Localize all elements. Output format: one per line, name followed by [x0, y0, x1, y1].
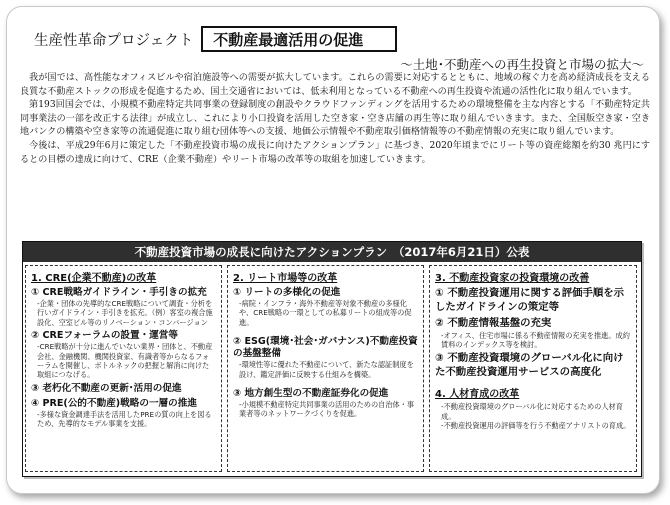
intro-text	[20, 72, 650, 167]
item-title: ① 不動産投資運用に関する評価手順を示したガイドラインの策定等	[435, 287, 625, 313]
item-desc: -オフィス、住宅市場に係る不動産情報の充実を推進。成約賃料のインデックス等を検討。	[441, 330, 630, 349]
intro-paragraph-3: 今後は、平成29年6月に策定した「不動産投資市場の成長に向けたアクションプラン」に基づき、2020年頃までにリート等の資産総額を約30 兆円にするとの目標の達成に向けて、CRE（企業不動産）やリート市場の改革等の取組を加速していきます。	[20, 140, 650, 165]
project-label: 生産性革命プロジェクト	[34, 32, 194, 49]
item-title: ③ 地方創生型の不動産証券化の促進	[233, 388, 389, 400]
section-heading: 2. リート市場等の改革	[233, 273, 338, 284]
section-heading: 1. CRE(企業不動産)の改革	[31, 273, 157, 284]
item-title: ② ESG(環境･社会･ガバナンス)不動産投資の基盤整備	[233, 336, 418, 360]
section-heading: 4. 人材育成の改革	[435, 389, 520, 401]
action-plan-title: 不動産投資市場の成長に向けたアクションプラン （2017年6月21日）公表	[23, 242, 641, 262]
page-title: 不動産最適活用の促進	[201, 26, 397, 52]
note: -不動産投資運用の評価等を行う不動産アナリストの育成。	[441, 421, 631, 431]
item-title: ② CREフォーラムの設置・運営等	[31, 330, 178, 342]
item-desc: -小規模不動産特定共同事業の活用のための自治体・事業者等のネットワークづくりを促進。	[239, 400, 415, 419]
column-reit	[227, 265, 424, 472]
item-title: ③ 不動産投資環境のグローバル化に向けた不動産投資運用サービスの高度化	[435, 352, 624, 378]
subtitle: ～土地･不動産への再生投資と市場の拡大～	[400, 57, 644, 72]
note: -不動産投資環境のグローバル化に対応するための人材育成。	[441, 402, 623, 421]
item-title: ④ PRE(公的不動産)戦略の一層の推進	[31, 397, 197, 409]
item-title: ① CRE戦略ガイドライン・手引きの拡充	[31, 287, 207, 298]
item-desc: -多様な資金調達手法を活用したPREの質の向上を図るため、先導的なモデル事業を支援。	[37, 409, 212, 429]
item-title: ③ 老朽化不動産の更新･活用の促進	[31, 382, 182, 394]
action-plan-box	[22, 241, 642, 477]
intro-paragraph-2: 第193回国会では、小規模不動産特定共同事業の登録制度の創設やクラウドファンディングを活用するための環境整備を主な内容とする「不動産特定共同事業法の一部を改正する法律」が成立し、これにより小口投資を活用した空き家・空き店舗の再生等に取り組んでいきます。また、全国版空き家・空き地バンクの構築や空き家等の流通促進に取り組む団体等への支援、地価公示情報や不動産取引価格情報等の不動産情報の充実に取り組んでいます。	[20, 100, 650, 138]
column-cre	[25, 265, 222, 472]
item-title: ① リートの多様化の促進	[233, 287, 341, 298]
section-heading: 3. 不動産投資家の投資環境の改善	[435, 273, 590, 284]
column-investor	[429, 265, 637, 472]
item-desc: -病院・インフラ・海外不動産等対象不動産の多様化や、CRE戦略の一環としての私募リートの組成等の促進。	[239, 299, 412, 327]
item-desc: -CRE戦略が十分に進んでいない業界・団体と、不動産会社、金融機関、機関投資家、有識者等からなるフォーラムを開催し、ボトルネックの把握と解消に向けた取組につなげる。	[37, 342, 213, 380]
header	[34, 27, 397, 51]
item-desc: -企業・団体の先導的なCRE戦略について調査・分析を行いガイドライン・手引きを拡充。（例）客室の複合施設化、空室ビル等のリノベーション・コンバージョン	[37, 299, 213, 327]
item-title: ② 不動産情報基盤の充実	[435, 317, 552, 329]
item-desc: -環境性等に優れた不動産について、新たな認証制度を設け、鑑定評価に反映する仕組みを構築。	[239, 360, 414, 379]
intro-paragraph-1: 我が国では、高性能なオフィスビルや宿泊施設等への需要が拡大しています。これらの需要に対応するとともに、地域の稼ぐ力を高め経済成長を支える良質な不動産ストックの形成を促進するため、国土交通省においては、低未利用となっている不動産への再生投資や流通の活性化に取り組んでいます。	[20, 73, 650, 97]
